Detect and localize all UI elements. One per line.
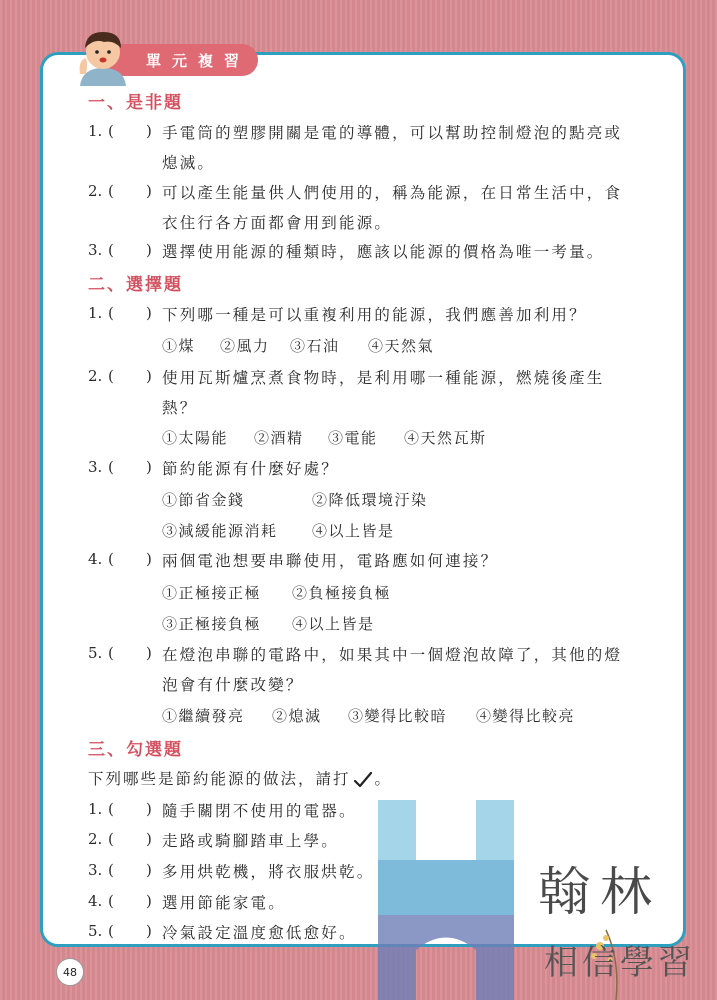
question-number: 3. — [88, 861, 103, 879]
answer-paren-close: ) — [146, 644, 152, 662]
question-text-line: 選用節能家電。 — [162, 894, 286, 912]
answer-blank[interactable] — [116, 304, 144, 324]
question-number: 1. — [88, 800, 103, 818]
question-number: 3. — [88, 241, 103, 259]
question-text-line: 在燈泡串聯的電路中，如果其中一個燈泡故障了，其他的燈 — [162, 646, 623, 664]
answer-paren-open: ( — [108, 182, 114, 200]
question-number: 5. — [88, 922, 103, 940]
question-number: 5. — [88, 644, 103, 662]
option: ②負極接負極 — [292, 584, 392, 602]
answer-paren-open: ( — [108, 892, 114, 910]
answer-paren-close: ) — [146, 367, 152, 385]
check-mark-icon — [353, 771, 373, 789]
answer-paren-close: ) — [146, 922, 152, 940]
answer-paren-close: ) — [146, 458, 152, 476]
answer-paren-close: ) — [146, 830, 152, 848]
question-text-line: 隨手關閉不使用的電器。 — [162, 802, 357, 820]
option: ④以上皆是 — [292, 615, 375, 633]
question-number: 2. — [88, 182, 103, 200]
question-text-line: 走路或騎腳踏車上學。 — [162, 832, 340, 850]
question-text-line: 冷氣設定溫度愈低愈好。 — [162, 924, 357, 942]
check-instructions-end: 。 — [374, 770, 393, 788]
answer-paren-open: ( — [108, 800, 114, 818]
option: ④變得比較亮 — [476, 707, 576, 725]
section-heading-check: 三、勾選題 — [88, 740, 183, 760]
answer-paren-close: ) — [146, 861, 152, 879]
option: ①正極接正極 — [162, 584, 262, 602]
answer-paren-open: ( — [108, 922, 114, 940]
question-text-line: 衣住行各方面都會用到能源。 — [162, 214, 393, 232]
unit-title: 單元複習 — [145, 51, 250, 70]
question-text-line: 可以產生能量供人們使用的，稱為能源，在日常生活中，食 — [162, 184, 623, 202]
answer-blank[interactable] — [116, 922, 144, 942]
answer-paren-close: ) — [146, 241, 152, 259]
option: ②風力 — [220, 337, 270, 355]
option: ②降低環境汙染 — [312, 491, 428, 509]
answer-paren-open: ( — [108, 644, 114, 662]
h-logo-icon — [378, 800, 514, 1000]
answer-paren-close: ) — [146, 122, 152, 140]
option: ②熄滅 — [272, 707, 322, 725]
answer-paren-open: ( — [108, 122, 114, 140]
question-text-line: 節約能源有什麼好處？ — [162, 460, 340, 478]
answer-paren-close: ) — [146, 550, 152, 568]
section-heading-true-false: 一、是非題 — [88, 93, 183, 113]
answer-blank[interactable] — [116, 182, 144, 202]
answer-paren-open: ( — [108, 367, 114, 385]
watermark-slogan: 相信學習 — [544, 943, 696, 983]
question-text-line: 泡會有什麼改變？ — [162, 676, 304, 694]
answer-paren-open: ( — [108, 304, 114, 322]
option: ②酒精 — [254, 429, 304, 447]
question-number: 2. — [88, 367, 103, 385]
answer-paren-close: ) — [146, 304, 152, 322]
question-text-line: 多用烘乾機，將衣服烘乾。 — [162, 863, 375, 881]
page-number: 48 — [56, 958, 84, 986]
check-instructions-text: 下列哪些是節約能源的做法，請打 — [88, 770, 351, 788]
option: ③正極接負極 — [162, 615, 262, 633]
answer-paren-open: ( — [108, 241, 114, 259]
answer-blank[interactable] — [116, 892, 144, 912]
question-number: 3. — [88, 458, 103, 476]
answer-blank[interactable] — [116, 122, 144, 142]
question-number: 4. — [88, 892, 103, 910]
option: ④天然氣 — [368, 337, 435, 355]
answer-paren-close: ) — [146, 800, 152, 818]
answer-paren-open: ( — [108, 550, 114, 568]
option: ①煤 — [162, 337, 196, 355]
answer-paren-open: ( — [108, 830, 114, 848]
answer-blank[interactable] — [116, 644, 144, 664]
question-text-line: 熱？ — [162, 399, 198, 417]
question-text-line: 手電筒的塑膠開關是電的導體，可以幫助控制燈泡的點亮或 — [162, 124, 623, 142]
option: ③電能 — [328, 429, 378, 447]
answer-blank[interactable] — [116, 241, 144, 261]
check-instructions — [88, 767, 392, 789]
question-number: 1. — [88, 304, 103, 322]
option: ①太陽能 — [162, 429, 229, 447]
answer-paren-close: ) — [146, 892, 152, 910]
answer-blank[interactable] — [116, 830, 144, 850]
watermark-brand: 翰林 — [538, 863, 663, 923]
question-text-line: 使用瓦斯爐烹煮食物時，是利用哪一種能源，燃燒後產生 — [162, 369, 605, 387]
question-text-line: 兩個電池想要串聯使用，電路應如何連接？ — [162, 552, 499, 570]
answer-blank[interactable] — [116, 458, 144, 478]
option: ③石油 — [290, 337, 340, 355]
answer-blank[interactable] — [116, 800, 144, 820]
question-number: 2. — [88, 830, 103, 848]
answer-blank[interactable] — [116, 367, 144, 387]
answer-blank[interactable] — [116, 550, 144, 570]
mascot-boy-icon — [74, 24, 132, 86]
option: ④以上皆是 — [312, 522, 395, 540]
option: ③減緩能源消耗 — [162, 522, 278, 540]
answer-paren-open: ( — [108, 861, 114, 879]
question-number: 4. — [88, 550, 103, 568]
answer-blank[interactable] — [116, 861, 144, 881]
option: ④天然瓦斯 — [404, 429, 487, 447]
answer-paren-close: ) — [146, 182, 152, 200]
question-text-line: 選擇使用能源的種類時，應該以能源的價格為唯一考量。 — [162, 243, 605, 261]
option: ①繼續發亮 — [162, 707, 245, 725]
question-text-line: 熄滅。 — [162, 154, 216, 172]
option: ③變得比較暗 — [348, 707, 448, 725]
question-number: 1. — [88, 122, 103, 140]
section-heading-multiple-choice: 二、選擇題 — [88, 275, 183, 295]
option: ①節省金錢 — [162, 491, 245, 509]
answer-paren-open: ( — [108, 458, 114, 476]
question-text-line: 下列哪一種是可以重複利用的能源，我們應善加利用？ — [162, 306, 587, 324]
